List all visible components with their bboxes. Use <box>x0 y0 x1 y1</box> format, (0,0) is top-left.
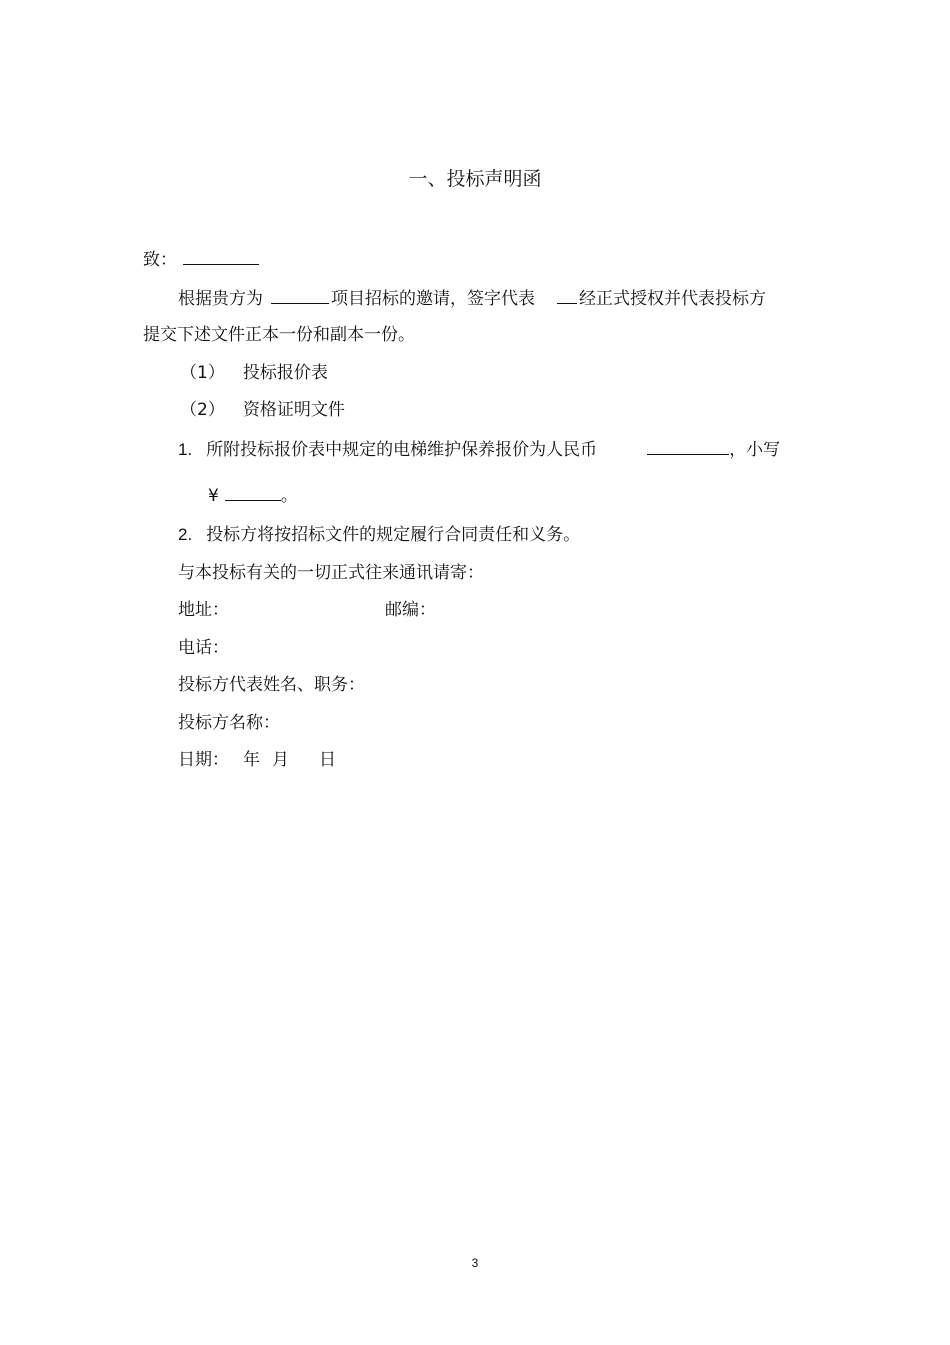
bidder-name-label: 投标方名称： <box>178 713 280 733</box>
paragraph-1-line-2: 提交下述文件正本一份和副本一份。 <box>143 325 415 345</box>
contact-intro: 与本投标有关的一切正式往来通讯请寄： <box>178 563 484 583</box>
representative-blank <box>557 287 577 304</box>
clause-1-number: 1. <box>178 440 193 459</box>
doc-item-number: （2） <box>180 400 225 420</box>
clause-1-text: 所附投标报价表中规定的电梯维护保养报价为人民币 <box>206 440 598 460</box>
postcode-label: 邮编： <box>385 600 436 620</box>
to-label: 致： <box>143 250 177 270</box>
price-lowercase-blank <box>225 484 281 501</box>
price-uppercase-blank <box>647 438 729 455</box>
clause-2-text: 投标方将按招标文件的规定履行合同责任和义务。 <box>206 525 581 545</box>
paragraph-1-line-1 <box>178 287 766 310</box>
clause-2 <box>178 524 580 546</box>
doc-item-text: 投标报价表 <box>242 363 328 383</box>
clause-1-line-1 <box>178 438 780 461</box>
doc-item-text: 资格证明文件 <box>242 400 345 420</box>
representative-label: 投标方代表姓名、职务： <box>178 675 365 695</box>
recipient-blank <box>183 248 259 265</box>
para1-part3: 经正式授权并代表投标方 <box>579 289 766 309</box>
clause-1-line-2 <box>208 484 298 507</box>
date-line <box>178 749 336 771</box>
date-month: 月 <box>272 750 289 770</box>
lowercase-label: ，小写 <box>729 440 781 460</box>
recipient-line <box>143 248 259 271</box>
doc-item-number: （1） <box>180 363 225 383</box>
document-title: 一、投标声明函 <box>408 168 542 190</box>
date-year: 年 <box>243 750 260 770</box>
project-blank <box>271 287 329 304</box>
clause-1-end: 。 <box>280 486 298 506</box>
address-label: 地址： <box>178 600 229 620</box>
para1-part2: 项目招标的邀请，签字代表 <box>331 289 535 309</box>
clause-2-number: 2. <box>178 525 193 544</box>
para1-part1: 根据贵方为 <box>178 289 263 309</box>
page-number: 3 <box>471 1256 479 1270</box>
date-label: 日期： <box>178 750 229 770</box>
doc-item-2 <box>180 399 345 421</box>
doc-item-1 <box>180 362 328 384</box>
phone-label: 电话： <box>178 638 229 658</box>
date-day: 日 <box>319 750 336 770</box>
yen-sign: ¥ <box>208 486 219 506</box>
